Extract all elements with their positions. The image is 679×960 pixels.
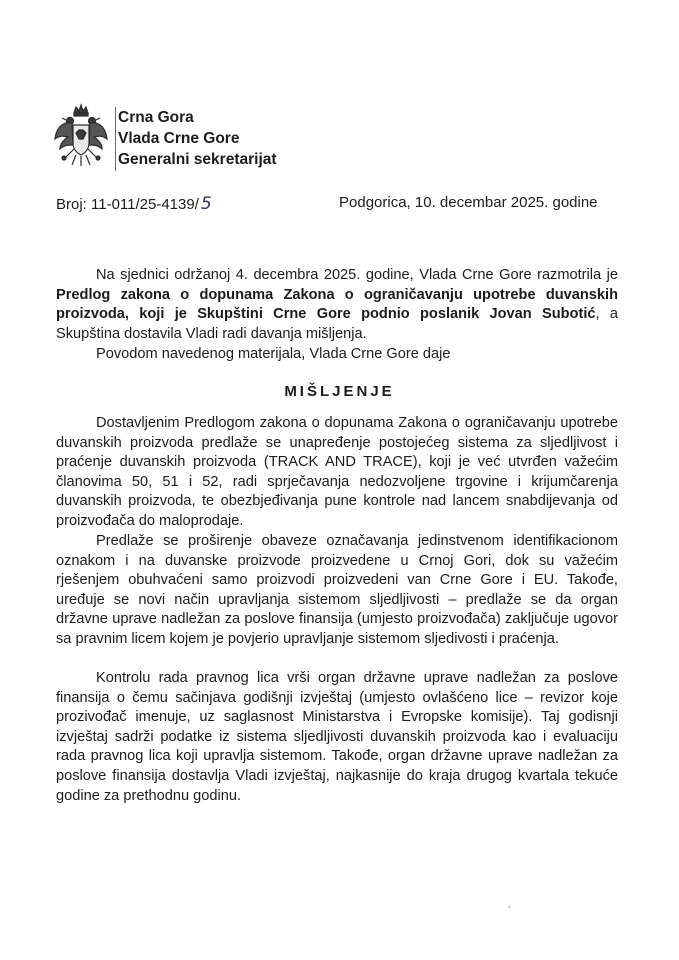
bill-title: Predlog zakona o dopunama Zakona o ograničavanju upotrebe duvanskih proizvoda, koji je Skupštini Crne Gore podnio poslanik Jovan Subotić	[56, 286, 618, 323]
secretariat-name: Generalni sekretarijat	[118, 151, 277, 168]
intro-text: Na sjednici održanoj 4. decembra 2025. godine, Vlada Crne Gore razmotrila je	[96, 267, 618, 283]
montenegro-coat-of-arms-icon	[52, 103, 110, 169]
document-date: Podgorica, 10. decembar 2025. godine	[339, 194, 598, 211]
intro-paragraph-2: Povodom navedenog materijala, Vlada Crne Gore daje	[96, 346, 451, 362]
opinion-paragraph-1: Dostavljenim Predlogom zakona o dopunama Zakona o ograničavanju upotrebe duvanskih proizvoda predlaže se unapređenje postojećeg sistema za sljedljivost i praćenje duvanskih proizvoda (TRACK AND TRACE), koji je već utvrđen važećim članovima 50, 51 i 52, radi sprječavanja nedozvoljene trgovine i krijumčarenja duvanskih proizvoda, te obezbjeđivanja pune kontrole nad lancem snabdijevanja od proizvođača do maloprodaje.	[56, 415, 618, 529]
country-name: Crna Gora	[118, 109, 194, 126]
scan-mark: ’	[508, 905, 511, 916]
intro-text-end: , a Skupština dostavila Vladi radi davanja mišljenja.	[56, 306, 618, 342]
government-name: Vlada Crne Gore	[118, 130, 240, 147]
institution-header	[118, 107, 277, 170]
opinion-heading: MIŠLJENJE	[284, 383, 395, 400]
reference-number	[56, 194, 212, 214]
reference-number-text: Broj: 11-011/25-4139/	[56, 196, 199, 213]
opinion-paragraph-2: Predlaže se proširenje obaveze označavanja jedinstvenom identifikacionom oznakom i na duvanske proizvode proizvedene u Crnoj Gori, dok su važećim rješenjem obuhvaćeni samo proizvodi proizvedeni van Crne Gore i EU. Takođe, uređuje se novi način upravljanja sistemom sljedljivosti – predlaže se da organ državne uprave nadležan za poslove finansija (umjesto proizvođača) zaključuje ugovor sa pravnim licem kojem je povjerio upravljanje sistemom sljedivosti i praćenja.	[56, 533, 618, 647]
header-divider	[115, 107, 116, 171]
intro-paragraph	[56, 266, 618, 344]
handwritten-number: 5	[200, 194, 212, 214]
opinion-paragraph-3: Kontrolu rada pravnog lica vrši organ državne uprave nadležan za poslove finansija o čemu sačinjava godišnji izvještaj (umjesto ovlašćeno lice – revizor koje prozivođač imenuje, uz saglasnost Ministarstva i Evropske komisije). Taj godisnji izvještaj sadrži podatke iz sistema sljedljivosti duvanskih proizvoda kao i evaluaciju rada pravnog lica koji upravlja sistemom. Takođe, organ državne uprave nadležan za poslove finansija dostavlja Vladi izvještaj, najkasnije do kraja drugog kvartala tekuće godine za prethodnu godinu.	[56, 670, 618, 804]
